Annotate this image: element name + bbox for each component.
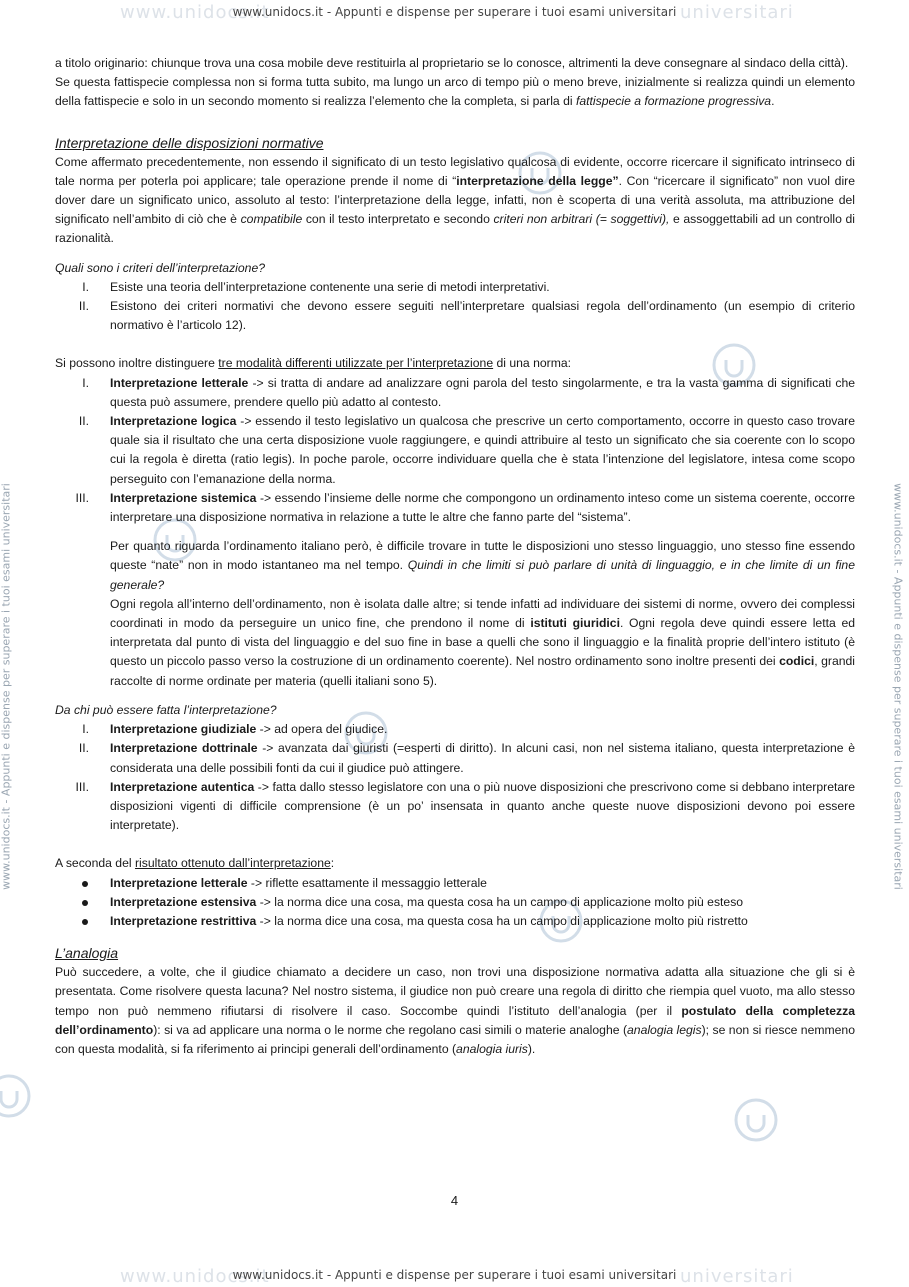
- risultato-intro: A seconda del risultato ottenuto dall’interpretazione:: [55, 856, 335, 871]
- modalita-intro: Si possono inoltre distinguere tre modalità differenti utilizzate per l’interpretazione di una norma:: [55, 356, 572, 371]
- soggetti-list: [55, 720, 855, 835]
- list-item: Interpretazione letterale -> riflette esattamente il messaggio letterale: [55, 874, 855, 893]
- list-item: I. Interpretazione giudiziale -> ad opera del giudice.: [82, 722, 388, 737]
- ordinamento-paragraph: Per quanto riguarda l’ordinamento italiano però, è difficile trovare in tutte le disposizioni uno stesso linguaggio, uno stesso fine essendo queste “nate” non in modo istantaneo ma nel tempo. Quindi in che limiti si può parlare di unità di linguaggio, e in che limite di un fine generale?: [110, 539, 855, 592]
- list-item: II. Interpretazione dottrinale -> avanzata dai giuristi (=esperti di diritto). In alcuni casi, non nel sistema italiano, questa interpretazione è considerata una delle possibili fonti da cui il giudice può attingere.: [78, 741, 855, 775]
- watermark-ghost-left-bottom: www.unidocs.it: [120, 1266, 270, 1287]
- criteri-list: [55, 278, 855, 336]
- document-body: [55, 54, 855, 1059]
- list-item: Interpretazione restrittiva -> la norma dice una cosa, ma questa cosa ha un campo di applicazione molto più ristretto: [55, 912, 855, 931]
- page-number: 4: [450, 1193, 459, 1208]
- section-heading-interpretazione: Interpretazione delle disposizioni normative: [55, 134, 324, 151]
- watermark-header: www.unidocs.it - Appunti e dispense per superare i tuoi esami universitari: [232, 5, 677, 19]
- section-heading-analogia: L’analogia: [55, 945, 119, 962]
- unidocs-logo-icon: [0, 1073, 32, 1119]
- istituti-paragraph: Ogni regola all’interno dell’ordinamento, non è isolata dalle altre; si tende infatti ad individuare dei sistemi di norme, ovvero dei complessi coordinati in modo da perseguire un unico fine, che prendono il nome di istituti giuridici. Ogni regola deve quindi essere letta ed interpretata dal punto di vista del linguaggio e del suo fine in base a quelli che sono il linguaggio e la finalità proprie dell’intero istituto (è questo un piccolo passo verso la costruzione di un ordinamento coerente). Nel nostro ordinamento sono inoltre presenti dei codici, grandi raccolte di norme ordinate per materia (quelli italiani sono 5).: [110, 596, 855, 688]
- watermark-right-side: www.unidocs.it - Appunti e dispense per superare i tuoi esami universitari: [891, 483, 905, 890]
- bullet-icon: [82, 881, 88, 887]
- list-item: III. Interpretazione autentica -> fatta dallo stesso legislatore con una o più nuove disposizioni che prescrivono come si debbano interpretare disposizioni vigenti di difficile comprensione (è un po’ insensata in quanto anche queste nuove disposizioni devono poi essere interpretate).: [75, 779, 855, 833]
- analogia-paragraph: Può succedere, a volte, che il giudice chiamato a decidere un caso, non trovi una disposizione normativa adatta alla situazione che gli si è presentata. Come risolvere questa lacuna? Nel nostro sistema, il giudice non può creare una regola di diritto che riempia quel vuoto, ma allo stesso tempo non può nemmeno rifiutarsi di risolvere il caso. Soccombe quindi l’istituto dell’analogia (per il postulato della completezza dell’ordinamento): si va ad applicare una norma o le norme che regolano casi simili o materie analoghe (analogia legis); se non si riesce nemmeno con questa modalità, si fa riferimento ai principi generali dell’ordinamento (analogia iuris).: [55, 965, 856, 1056]
- intro-paragraph-2: Se questa fattispecie complessa non si forma tutta subito, ma lungo un arco di tempo più o meno breve, inizialmente si realizza quindi un elemento della fattispecie e solo in un secondo momento si realizza l’elemento che la completa, si parla di fattispecie a formazione progressiva.: [55, 75, 855, 109]
- watermark-ghost-right-bottom: universitari: [680, 1266, 794, 1287]
- list-item: Interpretazione estensiva -> la norma dice una cosa, ma questa cosa ha un campo di applicazione molto più esteso: [55, 893, 855, 912]
- risultato-list: [55, 874, 855, 932]
- list-item: II. Esistono dei criteri normativi che devono essere seguiti nell’interpretare qualsiasi regola dell’ordinamento (un esempio di criterio normativo è l’articolo 12).: [78, 299, 855, 333]
- criteri-question: Quali sono i criteri dell’interpretazione?: [55, 260, 266, 275]
- list-item: I. Esiste una teoria dell’interpretazione contenente una serie di metodi interpretativi.: [82, 279, 550, 294]
- list-item: III. Interpretazione sistemica -> essendo l’insieme delle norme che compongono un ordinamento inteso come un sistema coerente, occorre interpretare una disposizione normativa in relazione a tutte le altre che fanno parte del “sistema”.: [75, 490, 855, 525]
- watermark-footer: www.unidocs.it - Appunti e dispense per superare i tuoi esami universitari: [232, 1268, 677, 1282]
- watermark-left-side: www.unidocs.it - Appunti e dispense per superare i tuoi esami universitari: [0, 483, 13, 890]
- list-item: I. Interpretazione letterale -> si tratta di andare ad analizzare ogni parola del testo singolarmente, e tra la vasta gamma di significati che questa può assumere, prendere quello più adatto al contesto.: [82, 375, 855, 409]
- intro-paragraph-1: a titolo originario: chiunque trova una cosa mobile deve restituirla al proprietario se lo conosce, altrimenti la deve consegnare al sindaco della città).: [55, 56, 849, 70]
- bullet-icon: [82, 900, 88, 906]
- watermark-ghost-right: universitari: [680, 2, 794, 23]
- watermark-ghost-left: www.unidocs.it: [120, 2, 270, 23]
- list-item: II. Interpretazione logica -> essendo il testo legislativo un qualcosa che prescrive un certo comportamento, occorre in questo caso trovare quale sia il risultato che una certa disposizione vuole raggiungere, e quindi attribuire al testo un significato che sia coerente con lo scopo cui la regola è diretta (ratio legis). In poche parole, occorre individuare quella che è stata l’intenzione del legislatore, intesa come scopo perseguito con l’emanazione della norma.: [78, 414, 855, 486]
- unidocs-logo-icon: [733, 1097, 779, 1143]
- soggetti-question: Da chi può essere fatta l’interpretazione?: [55, 702, 277, 717]
- modalita-list: [55, 374, 855, 528]
- interpretazione-paragraph: Come affermato precedentemente, non essendo il significato di un testo legislativo qualcosa di evidente, occorre ricercare il significato intrinseco di tale norma per poterla poi applicare; tale operazione prende il nome di “interpretazione della legge”. Con “ricercare il significato” non vuol dire dover dare un significato unico, assoluto al testo: l’interpretazione della legge, infatti, non è scoperta di una verità assoluta, ma attribuzione del significato nell’ambito di ciò che è compatibile con il testo interpretato e secondo criteri non arbitrari (= soggettivi), e assoggettabili ad un controllo di razionalità.: [55, 154, 856, 246]
- bullet-icon: [82, 919, 88, 925]
